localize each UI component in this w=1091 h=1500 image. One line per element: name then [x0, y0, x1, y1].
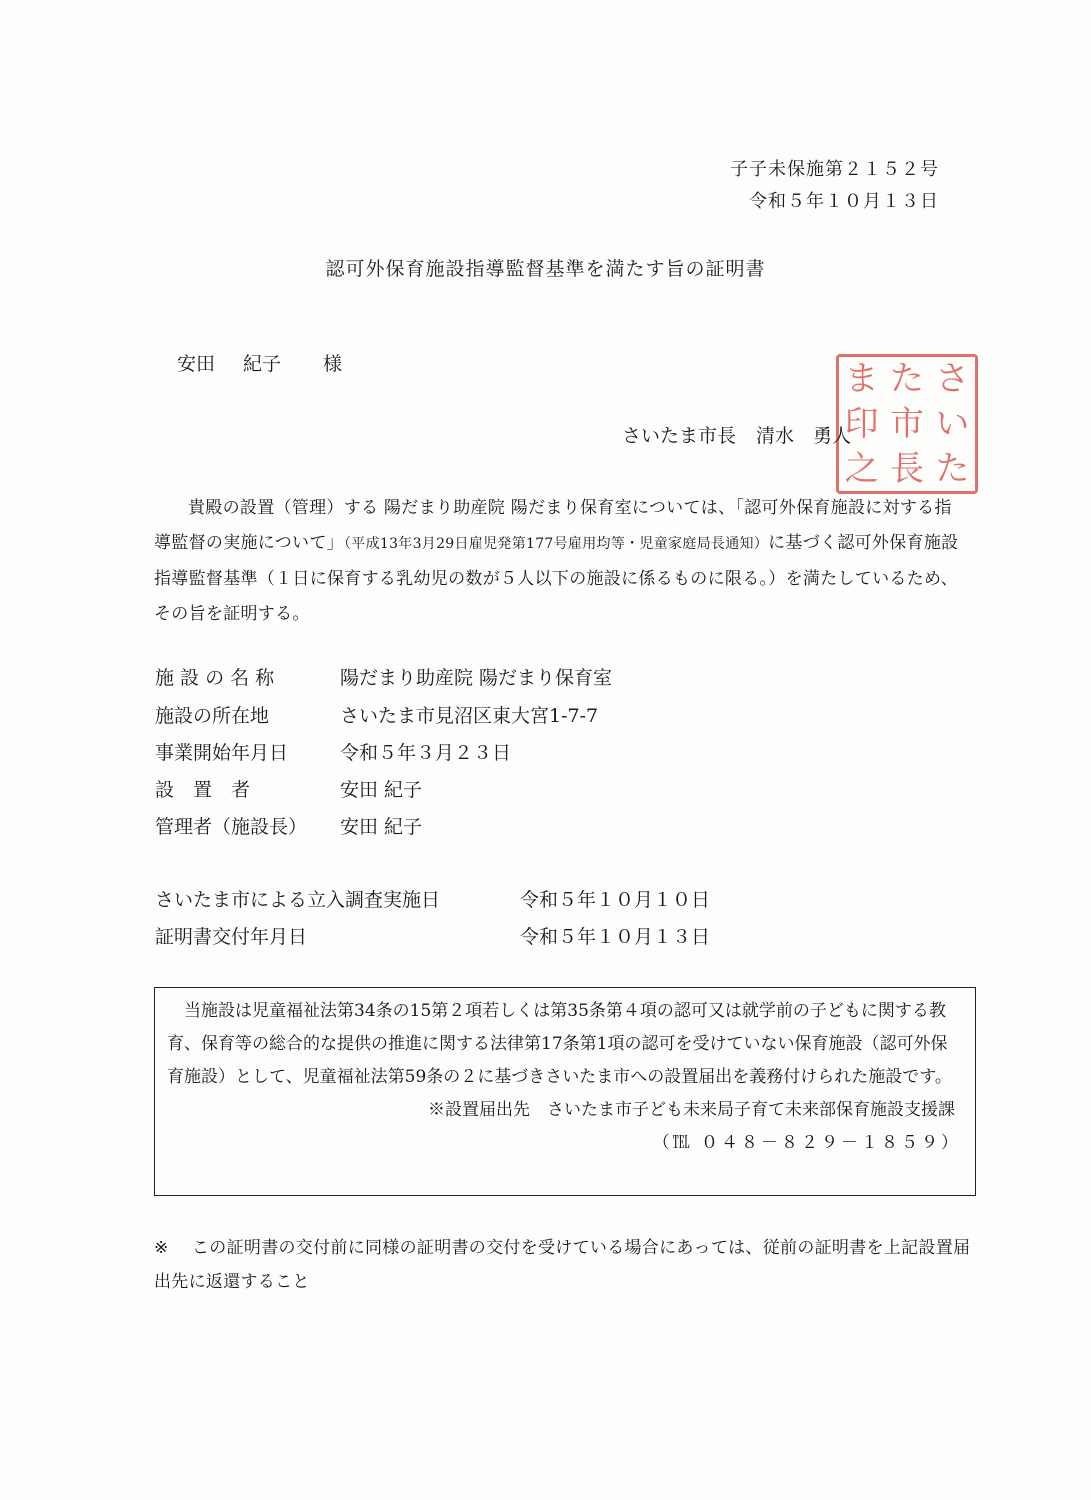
- issuer: [622, 421, 851, 448]
- notice-destination: ※設置届出先 さいたま市子ども未来局子育て未来部保育施設支援課: [428, 1100, 955, 1120]
- seal-char: 之: [844, 448, 879, 489]
- certificate-date-label: 証明書交付年月日: [155, 926, 308, 948]
- body-text-1: 貴殿の設置（管理）する 陽だまり助産院 陽だまり保育室については、「認可外保育施設に対する指導監督の実施について」: [154, 498, 952, 553]
- founder-label: 設 置 者: [155, 779, 251, 801]
- facility-address-value: さいたま市見沼区東大宮1-7-7: [340, 705, 599, 727]
- document-number: 子子未保施第２１５２号: [730, 159, 939, 180]
- document-title: 認可外保育施設指導監督基準を満たす旨の証明書: [325, 258, 766, 280]
- founder-row: [155, 775, 422, 802]
- start-date-value: 令和５年３月２３日: [340, 742, 512, 764]
- inspection-date-row: [155, 885, 710, 912]
- seal-char: た: [935, 448, 970, 489]
- certificate-date-value: 令和５年１０月１３日: [520, 926, 711, 948]
- facility-address-row: [155, 701, 598, 728]
- inspection-date-label: さいたま市による立入調査実施日: [155, 889, 441, 911]
- seal-char: い: [935, 403, 970, 444]
- start-date-row: [155, 738, 511, 765]
- seal-char: ま: [844, 359, 879, 400]
- facility-address-label: 施設の所在地: [155, 705, 270, 727]
- facility-name-value: 陽だまり助産院 陽だまり保育室: [340, 667, 613, 689]
- certification-body: [154, 491, 966, 632]
- recipient-honorific: 様: [323, 353, 343, 375]
- notice-text: 当施設は児童福祉法第34条の15第２項若しくは第35条第４項の認可又は就学前の子どもに関する教育、保育等の総合的な提供の推進に関する法律第17条第1項の認可を受けていない保育施設（認可外保育施設）として、児童福祉法第59条の２に基づきさいたま市への設置届出を義務付けられた施設です。: [167, 1001, 952, 1087]
- recipient: [177, 349, 342, 376]
- start-date-label: 事業開始年月日: [155, 742, 289, 764]
- notice-phone: （℡ ０４８－８２９－１８５９）: [652, 1133, 961, 1153]
- recipient-given-name: 紀子: [243, 353, 282, 375]
- issuer-name: 清水 勇人: [756, 425, 852, 447]
- body-text-2: （平成13年3月29日雇児発第177号雇用均等・児童家庭局長通知）: [343, 536, 769, 552]
- facility-name-row: [155, 663, 612, 690]
- notice-box: [154, 987, 976, 1196]
- inspection-date-value: 令和５年１０月１０日: [520, 889, 711, 911]
- certificate-date-row: [155, 922, 710, 949]
- footnote-mark: ※: [154, 1238, 169, 1258]
- body-text-3: に基づく認可外保育施設指導監督基準（１日に保育する乳幼児の数が５人以下の施設に係るものに限る。）を満たしているため、その旨を証明する。: [154, 533, 959, 624]
- manager-row: [155, 812, 422, 839]
- facility-name-label: 施 設 の 名 称: [155, 667, 275, 689]
- seal-char: さ: [935, 359, 970, 400]
- issuer-role: さいたま市長: [622, 425, 737, 447]
- footnote: [154, 1231, 974, 1299]
- manager-value: 安田 紀子: [340, 816, 423, 838]
- issue-date: 令和５年１０月１３日: [749, 191, 939, 212]
- founder-value: 安田 紀子: [340, 779, 423, 801]
- recipient-surname: 安田: [177, 353, 216, 375]
- footnote-text: この証明書の交付前に同様の証明書の交付を受けている場合にあっては、従前の証明書を上記設置届出先に返還すること: [154, 1238, 971, 1292]
- official-seal: [836, 354, 978, 494]
- manager-label: 管理者（施設長）: [155, 816, 308, 838]
- seal-char: 印: [844, 403, 879, 444]
- seal-char: た: [889, 359, 924, 400]
- seal-char: 長: [889, 448, 924, 489]
- seal-char: 市: [889, 403, 924, 444]
